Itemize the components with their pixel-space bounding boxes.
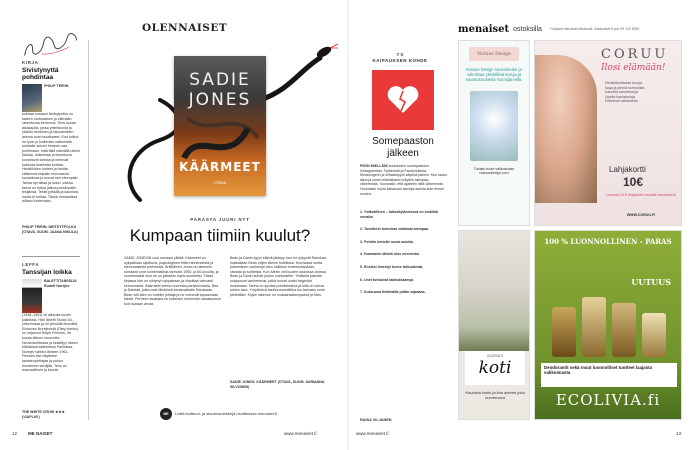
ecolivia-copy: Deodorantit sekä muut luonnolliset tuotteet laajasta valikoimasta xyxy=(544,365,653,375)
footer-website-left: www.menaiset.fi xyxy=(284,431,317,436)
coruu-gift-value: 10€ xyxy=(623,175,644,189)
brand-icon: ME xyxy=(160,408,172,420)
bullet: Upeita kaulakoruja xyxy=(605,94,635,99)
book-thumbnail xyxy=(22,84,42,112)
broken-heart-image xyxy=(372,70,434,130)
ad-notuus[interactable] xyxy=(458,40,530,226)
cover-author-1: SADIE xyxy=(189,70,251,90)
column-divider xyxy=(88,40,89,420)
ecolivia-brand[interactable]: ECOLIVIA.fi xyxy=(555,391,661,409)
koti-photo xyxy=(459,231,530,351)
shop-header xyxy=(458,22,680,36)
bullet: Kauniita rannekoruja xyxy=(605,90,638,95)
article-column-1: SADIE JONESIN uusi romaani ylittää. Käärmeet on nykyaikaan sijoittuva, psykologinen trilleri ahneudesta ja kiemuraisesta perheestä. Brittiläinen Jones on aiemmin romaanit ovat tunnelmallisia tarinoita 1950- ja 60-luvuilta, ja suurimmaksi osin ne on julkaistu myös suomeksi. Tässä kirjassa hän on siirtynyt nykyaikaan ja kirjoittaa vahvasti kerronnasta. Käärmeet kertoo nuoresta pariskunnasta, Bea ja Danista, jotka ovat lähdössä lomamatkalle Ranskaan. Bean veli Alex on hotellin johtaja ja he menevät tapaamaan häntä. Perheen taustalla on kuitenkin enemmän salaisuuksia kuin kukaan arvaa. xyxy=(124,256,221,306)
article-credit: SADIE JONES: KÄÄRMEET (OTAVA, SUOM. SARIANNA SILVONEN) xyxy=(230,380,325,389)
footer-website-right: www.menaiset.fi xyxy=(356,431,389,436)
coruu-gift-note: Lunasta 10 € lahjakortti koodilla menaiset10 xyxy=(606,193,676,197)
lead-text: BALETTITANSSIJA Rudolf Nurejev xyxy=(44,279,77,288)
divider xyxy=(22,256,80,257)
product-jars xyxy=(545,287,673,357)
review-body: (1938–1993) oli aikansa suurin julkkiksia. Hän lähetti Studio 54 -yökerhossa ja oli yleisöllä elomällä. Elokuvan Nurejevistä (Oleg Ivenko) on ohjannut Ralph Fiennes. Se kuvaa äitiuen nuoruutta Neuvostoliitossa ja keskittyy hänen elämänsä käänteeksi Pariisissa. Nurejev vaihtoi länteen 1961. Fiennes itse näyttelee tanssinopettajaa ja puhuu muutenkin venäjää. Teos on dramaattinen ja kaunis. xyxy=(22,313,79,373)
review-body: kolmaa romaani Neitsytpolku on taiteen ulottuvaisen ja elämään rakentuvaa kertomus. Teos kuvaa aikakautta, jossa yhteiskunta ja yksilön henkinen ja taloudellinen asema ovat muuttuneet. Kun kolkot on tyvin jo kulkenkin sattumalta kohdalle sukuni ihminen saa pohtimaan, mitä tällä elämällä oikein haluaa. Iinkimisaa ja tieluekuva korostavat tarinaa ja kertovat kokevaa tilannetta kohtaa. Henkilöiden tunteet ja heidän välisensä kaipailu muovaavat kuvaelmaa ja tuovat sen eteenpäin. Tarina nyt alkaa ja kuluu, vaikka tarina on tuttua jatkoa pohdinnalle tekijänsä. Teksti jyrkkää ja kaunista, mutta ei turhaa. Tässä romaanissa tullaan tuntemaan. xyxy=(22,112,80,204)
book-review-1 xyxy=(22,60,80,234)
lead-text: PHILIP TEIRIN xyxy=(44,84,69,88)
recommend-kicker: PARASTA JUURI NYT xyxy=(190,217,250,222)
bullet: Isoja ja pieniä sormuksia xyxy=(605,85,645,90)
footer-magazine: ME NAISET xyxy=(28,431,53,436)
coruu-bullets xyxy=(605,81,679,104)
body-text: kuukauden somepaaston: Instagramista, Twitteristä ja Facebookista. Messengerin ja WhatsAppin käyttöä jatkoin. Kun tauko alkoi ja some-elämäkseen käyttiin aiempaa vähemmän, huomasin, että ajattelin niitä vähemmän. Huomasin myös kaivavani samoja asioita kuin ennen somea. xyxy=(360,164,447,196)
bullet: Eettisesti valmistettu xyxy=(605,99,638,104)
headline: Kumpaan tiimiin kuulut? xyxy=(129,226,311,245)
ad-coruu[interactable] xyxy=(534,40,682,226)
ecolivia-tag: UUTUUS xyxy=(631,277,671,287)
coruu-brand: CORUU xyxy=(601,47,669,62)
lead-text: PIDIN MIELLÄNI xyxy=(360,164,388,168)
page-number-left: 12 xyxy=(12,431,18,436)
menaiset-logo: menaiset xyxy=(458,23,510,35)
footer-note-text: Lisää kulttuuri- ja sisustusvinkkejä osoitteessa menaiset.fi. xyxy=(175,410,279,416)
list-item: 5. Ensiksi ilmestyi tunne tuttuudesta. xyxy=(360,264,424,269)
koti-copy: Kaunista kotiin ja iloa arkeen joka numerossa xyxy=(465,390,525,400)
film-poster xyxy=(22,279,42,313)
coruu-gift-title: Lahjakortti xyxy=(609,165,646,174)
kicker: LEFFA xyxy=(22,262,40,267)
model-photo xyxy=(535,55,597,203)
heart-headline-2: jälkeen xyxy=(387,148,419,159)
list-item: 3. Pohdin lentotie uusia asioita. xyxy=(360,239,414,244)
ecolivia-copy-box xyxy=(541,363,677,387)
review-title: Sivistynyttä pohdintaa xyxy=(22,67,59,81)
notuus-follow: Tutustu tuote valikoimaan notuusdesign.com xyxy=(473,166,515,176)
kicker: KIRJA xyxy=(22,60,39,65)
list-item: 4. Huomasin lähteä ulos enemmän. xyxy=(360,252,420,257)
ecolivia-headline: 100 % LUONNOLLINEN - PARAS xyxy=(544,237,672,246)
heart-body xyxy=(360,164,448,196)
script-logo xyxy=(18,28,81,62)
numbered-list xyxy=(360,208,448,408)
broken-heart-icon xyxy=(386,85,420,115)
koti-label: GLORIA'S xyxy=(486,354,504,358)
section-header: OLENNAISET xyxy=(142,22,228,34)
book-cover xyxy=(174,56,266,196)
footer-note xyxy=(160,408,330,420)
product-image xyxy=(470,91,518,161)
notuus-brand: Notuus Design xyxy=(477,51,511,57)
cover-publisher: OTAVA xyxy=(213,180,227,185)
koti-logo xyxy=(465,351,525,385)
ad-ecolivia[interactable] xyxy=(534,230,682,420)
list-item: 1. Ystävällinen – taitokäytännössä on sisältöä ennalta. xyxy=(360,210,439,219)
heart-headline-1: Somepaaston xyxy=(372,136,434,147)
coruu-tagline: Ilosi elämään! xyxy=(601,63,666,73)
bullet: Henkilökohtaisia koruja xyxy=(605,81,642,85)
review-credit: PHILIP TEIRIN: NEITSYTPOLKU (OTAVA, SUOM. JAANA NIKULA) xyxy=(22,225,78,234)
seven-sub: KAIPAUKSEN KOHDE xyxy=(372,58,428,63)
shop-label: ostoksilla xyxy=(513,25,542,33)
article-column-2: Bean ja Danin kyyni elämä järkkyy, kun he yöpyvät Ranskan-matkallaan Bean veljen Alexin hotellissa. Hurmaava mutta paheellinen vanhempi Alex hallitsee tuntemuksistaan, rahasta ja suhteista. Kun Alexin veli kuolee oudoissa oloissa, Bean ja Danin suhde joutuu koetukselle. Yhtäkkiä pakotta soappuvat vanhemmat, jotka tuovat uudet tragediat mukanaan. Tarina on syvästi pohdiskeleva ja sillä on vahva toinen taso. Ympäröivä kauhuromantiikka tuo tarinaan omia piirteitään. Kirjan rakenne on mukaansatempaava ja tiivis. xyxy=(230,256,328,297)
notuus-logo xyxy=(469,47,519,61)
page-gutter xyxy=(347,0,349,450)
shop-note: Yritykset menaiset-lehdessä: ilmoitukset.fi puh 09 120 5090 xyxy=(549,26,640,31)
list-item: 7. Kuka-asia tietämällä pidän vapaana. xyxy=(360,290,426,295)
review-credit: THE WHITE CROW ★★★ (VIAPLAY) xyxy=(22,410,65,419)
film-review xyxy=(22,262,80,419)
koti-brand: koti xyxy=(478,358,512,378)
list-item: 6. Unet tuntuivat laadukkaampi. xyxy=(360,277,414,282)
ad-koti[interactable] xyxy=(458,230,530,420)
list-item: 2. Tavoitteet tuntuivat voittavat aiempaa. xyxy=(360,227,430,232)
cover-author-2: JONES xyxy=(188,90,252,110)
review-title: Tanssijan loikka xyxy=(22,269,72,276)
cover-title: KÄÄRMEET xyxy=(179,160,261,174)
seven-label: 7 X xyxy=(396,52,404,57)
coruu-url[interactable]: WWW.CORUU.FI xyxy=(626,213,656,217)
signature: RAISA VILJANEN xyxy=(360,418,392,422)
page-number-right: 13 xyxy=(676,431,682,436)
notuus-copy: Notuus Design suunnittelee ja valmistaa yksilöllisiä koruja ja sisustustuotteita Nurmijärvellä. xyxy=(465,67,523,83)
